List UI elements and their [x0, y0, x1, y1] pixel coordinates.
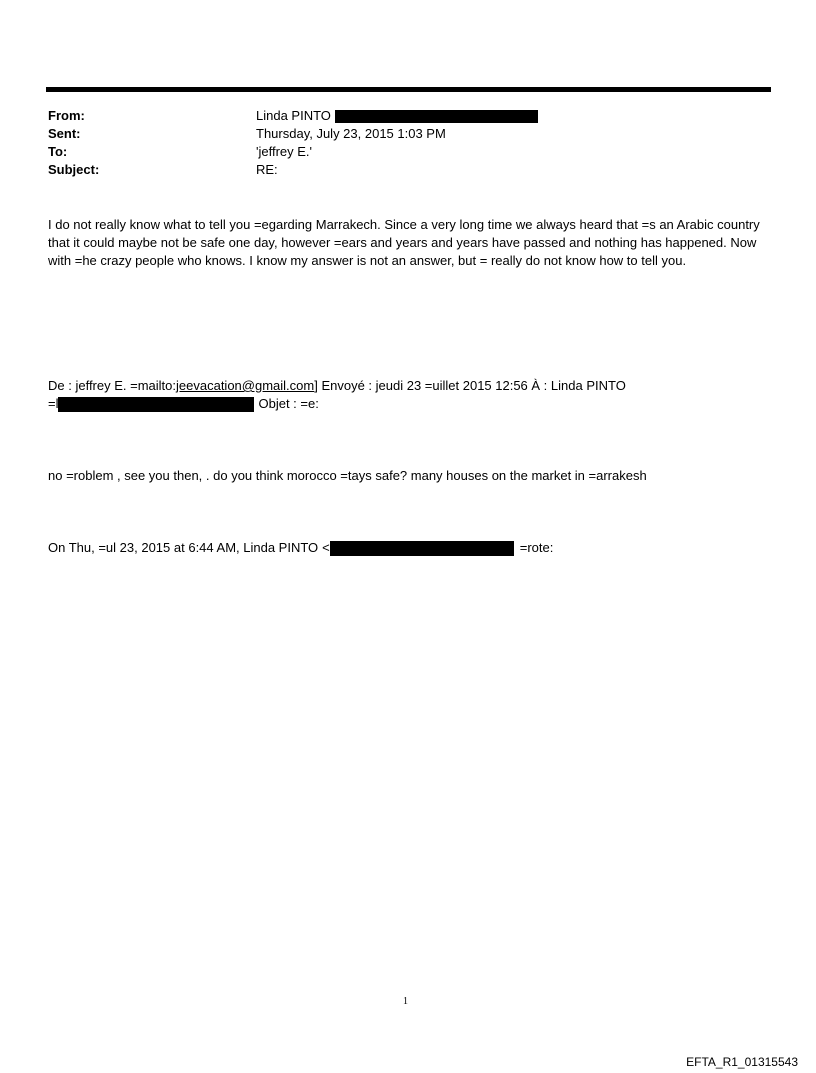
quoted-header-line1: [48, 377, 770, 395]
subject-value: RE:: [256, 162, 278, 177]
on-thu-line: [48, 539, 770, 557]
sent-row: [48, 125, 768, 143]
from-name: Linda PINTO: [256, 108, 331, 123]
on-thu-open: <: [322, 540, 330, 555]
quoted-header-line2-prefix: =l: [48, 396, 59, 411]
redaction-box: [335, 110, 538, 123]
quoted-header-line2: [48, 395, 770, 413]
to-row: [48, 143, 768, 161]
quoted-header: [48, 377, 770, 413]
quoted-message: no =roblem , see you then, . do you think morocco =tays safe? many houses on the market in =arrakesh: [48, 468, 647, 483]
on-thu-prefix: On Thu, =ul 23, 2015 at 6:44 AM, Linda PINTO: [48, 540, 319, 555]
quoted-header-prefix: De : jeffrey E. =mailto:: [48, 378, 177, 393]
page-number: 1: [403, 996, 408, 1007]
from-value: [256, 107, 768, 125]
reply-paragraph: I do not really know what to tell you =egarding Marrakech. Since a very long time we always heard that =s an Arabic country that it could maybe not be safe one day, however =ears and years and years have passed and nothing has happened. Now with =he crazy people who knows. I know my answer is not an answer, but = really do not know how to tell you.: [48, 217, 760, 268]
email-header: [48, 107, 768, 179]
redaction-box: [330, 541, 514, 556]
document-id: EFTA_R1_01315543: [686, 1055, 798, 1069]
quoted-email-link[interactable]: jeevacation@gmail.com: [176, 378, 315, 393]
from-row: [48, 107, 768, 125]
to-value: 'jeffrey E.': [256, 144, 313, 159]
on-thu-suffix: =rote:: [519, 540, 554, 555]
to-label: To:: [48, 144, 68, 159]
top-rule: [46, 87, 771, 92]
quoted-header-line2-suffix: Objet : =e:: [258, 396, 319, 411]
sent-label: Sent:: [48, 126, 81, 141]
subject-row: [48, 161, 768, 179]
redaction-box: [58, 397, 254, 412]
subject-label: Subject:: [48, 162, 100, 177]
quoted-header-mid: ] Envoyé : jeudi 23 =uillet 2015 12:56 À : Linda PINTO: [314, 378, 626, 393]
sent-value: Thursday, July 23, 2015 1:03 PM: [256, 126, 446, 141]
from-label: From:: [48, 108, 85, 123]
